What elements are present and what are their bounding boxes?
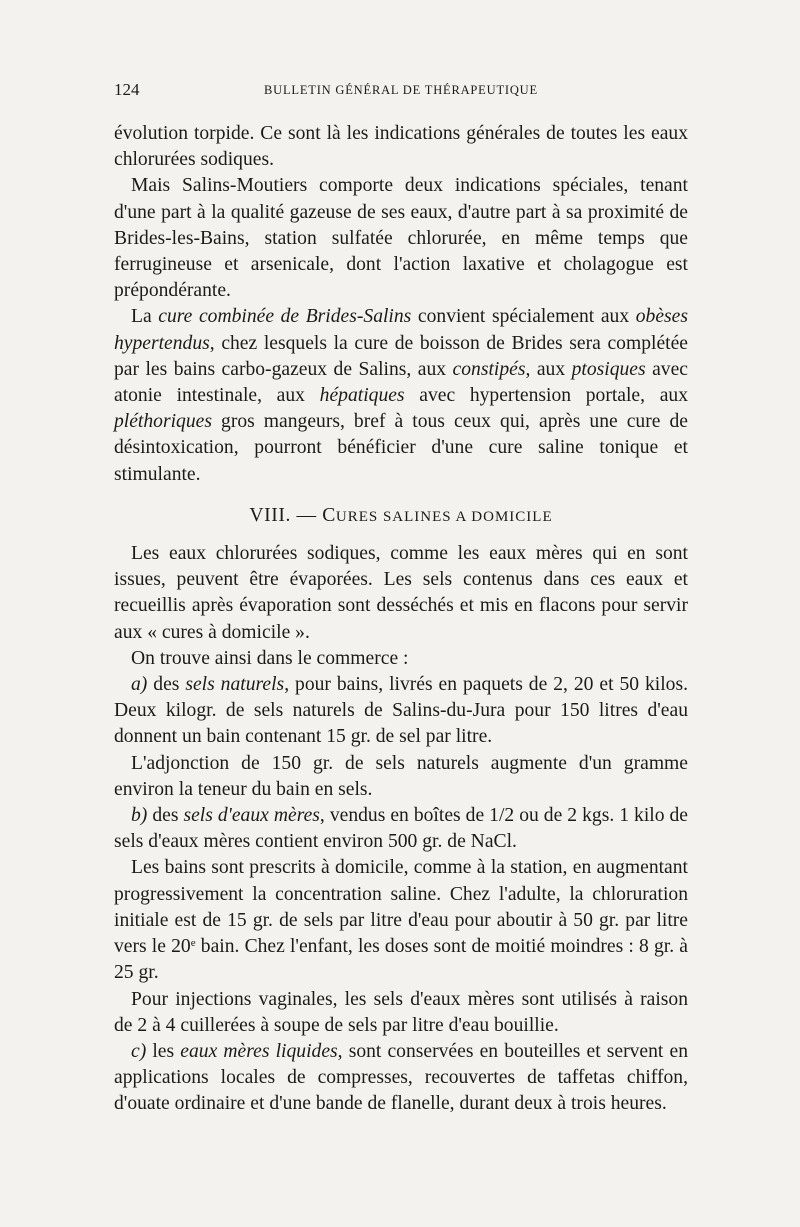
paragraph-salins-moutiers: Mais Salins-Moutiers comporte deux indications spéciales, tenant d'une part à la qualité gazeuse de ses eaux, d'autre part à sa proximité de Brides-les-Bains, station sulfatée chlorurée, en même temps que ferrugineuse et arsenicale, dont l'action laxative et cholagogue est prépondérante. (114, 175, 688, 302)
text-body (114, 121, 688, 1118)
running-title: BULLETIN GÉNÉRAL DE THÉRAPEUTIQUE (264, 83, 538, 97)
paragraph-bains-domicile: Les bains sont prescrits à domicile, comme à la station, en augmentant progressivement la concentration saline. Chez l'adulte, la chloruration initiale est de 15 gr. de sels par litre d'eau pour aboutir à 50 gr. par litre vers le 20e bain. Chez l'enfant, les doses sont de moitié moindres : 8 gr. à 25 gr. (114, 857, 688, 984)
paragraph-brides-salins: La cure combinée de Brides-Salins convient spécialement aux obèses hypertendus, chez lesquels la cure de boisson de Brides sera complétée par les bains carbo-gazeux de Salins, aux constipés, aux ptosiques avec atonie intestinale, aux hépatiques avec hypertension portale, aux pléthoriques gros mangeurs, bref à tous ceux qui, après une cure de désintoxication, pourront bénéficier d'une cure saline tonique et stimulante. (114, 306, 689, 485)
paragraph-adjonction: L'adjonction de 150 gr. de sels naturels augmente d'un gramme environ la teneur du bain en sels. (114, 752, 688, 800)
paragraph-evaporation: Les eaux chlorurées sodiques, comme les eaux mères qui en sont issues, peuvent être évaporées. Les sels contenus dans ces eaux et recueillis après évaporation sont desséchés et mis en flacons pour servir aux « cures à domicile ». (114, 543, 688, 643)
paragraph-item-b: b) des sels d'eaux mères, vendus en boîtes de 1/2 ou de 2 kgs. 1 kilo de sels d'eaux mères contient environ 500 gr. de NaCl. (114, 805, 689, 853)
paragraph-item-a: a) des sels naturels, pour bains, livrés en paquets de 2, 20 et 50 kilos. Deux kilogr. de sels naturels de Salins-du-Jura pour 150 litres d'eau donnent un bain contenant 15 gr. de sel par litre. (114, 674, 689, 748)
paragraph-commerce: On trouve ainsi dans le commerce : (131, 647, 409, 669)
paragraph-item-c: c) les eaux mères liquides, sont conservées en bouteilles et servent en applications locales de compresses, recouvertes de taffetas chiffon, d'ouate ordinaire et d'une bande de flanelle, durant deux à trois heures. (114, 1040, 689, 1115)
paragraph-injections: Pour injections vaginales, les sels d'eaux mères sont utilisés à raison de 2 à 4 cuillerées à soupe de sels par litre d'eau bouillie. (114, 988, 688, 1036)
section-heading: VIII. — CURES SALINES A DOMICILE (249, 504, 553, 526)
page-number: 124 (114, 80, 140, 99)
paragraph-continuation: évolution torpide. Ce sont là les indications générales de toutes les eaux chlorurées sodiques. (114, 123, 688, 171)
